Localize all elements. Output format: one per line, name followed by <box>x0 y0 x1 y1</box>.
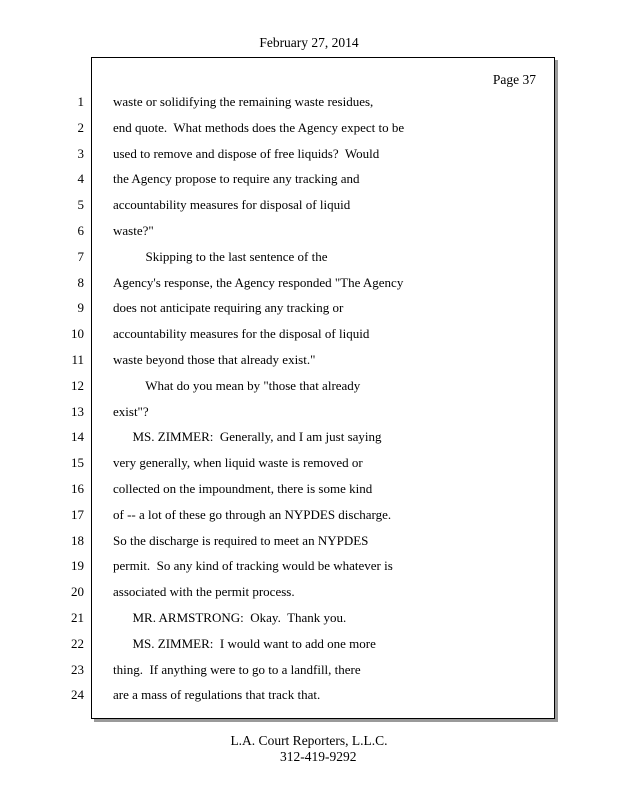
transcript-line: accountability measures for the disposal of liquid <box>113 326 370 342</box>
line-number: 10 <box>71 326 84 342</box>
line-number: 7 <box>77 248 84 264</box>
line-number: 20 <box>71 584 84 600</box>
transcript-line: associated with the permit process. <box>113 584 295 600</box>
line-number: 17 <box>71 506 84 522</box>
transcript-line: waste beyond those that already exist." <box>113 351 316 367</box>
transcript-line: thing. If anything were to go to a landfill, there <box>113 661 361 677</box>
transcript-line: MS. ZIMMER: Generally, and I am just saying <box>113 429 382 445</box>
transcript-line: What do you mean by "those that already <box>113 377 361 393</box>
transcript-line: Agency's response, the Agency responded "The Agency <box>113 274 404 290</box>
transcript-line: end quote. What methods does the Agency expect to be <box>113 119 405 135</box>
transcript-line: does not anticipate requiring any tracking or <box>113 300 344 316</box>
page-number: Page 37 <box>492 72 536 87</box>
transcript-line: waste?" <box>113 222 154 238</box>
transcript-line: Skipping to the last sentence of the <box>113 248 328 264</box>
transcript-line: exist"? <box>113 403 149 419</box>
line-number: 3 <box>77 145 84 161</box>
transcript-line: collected on the impoundment, there is some kind <box>113 480 373 496</box>
transcript-line: are a mass of regulations that track that. <box>113 687 321 703</box>
header-date: February 27, 2014 <box>259 35 359 50</box>
footer-phone: 312-419-9292 <box>280 749 357 764</box>
transcript-line: accountability measures for disposal of liquid <box>113 197 351 213</box>
transcript-line: waste or solidifying the remaining waste residues, <box>113 94 374 109</box>
line-number: 19 <box>71 558 84 574</box>
line-number: 13 <box>71 403 84 419</box>
line-number: 9 <box>77 300 84 316</box>
line-number: 1 <box>77 94 84 109</box>
line-number: 23 <box>71 661 84 677</box>
line-number: 21 <box>71 609 84 625</box>
transcript-line: of -- a lot of these go through an NYPDES discharge. <box>113 506 392 522</box>
line-number: 24 <box>71 687 84 703</box>
line-number: 16 <box>71 480 84 496</box>
line-number: 2 <box>77 119 84 135</box>
line-number-column <box>0 91 84 710</box>
transcript-line: used to remove and dispose of free liquids? Would <box>113 145 380 161</box>
transcript-line: permit. So any kind of tracking would be whatever is <box>113 558 393 574</box>
line-number: 5 <box>77 197 84 213</box>
line-number: 6 <box>77 222 84 238</box>
line-number: 15 <box>71 455 84 471</box>
transcript-line: very generally, when liquid waste is removed or <box>113 455 363 471</box>
line-number: 4 <box>77 171 84 187</box>
line-number: 12 <box>71 377 84 393</box>
line-number: 18 <box>71 532 84 548</box>
transcript-line: MR. ARMSTRONG: Okay. Thank you. <box>113 609 347 625</box>
line-number: 14 <box>71 429 84 445</box>
transcript-line: MS. ZIMMER: I would want to add one more <box>113 635 376 651</box>
transcript-line: the Agency propose to require any tracking and <box>113 171 360 187</box>
transcript-text <box>113 91 553 710</box>
line-number: 11 <box>71 351 84 367</box>
line-number: 8 <box>77 274 84 290</box>
line-number: 22 <box>71 635 84 651</box>
footer-company: L.A. Court Reporters, L.L.C. <box>230 733 388 748</box>
transcript-line: So the discharge is required to meet an NYPDES <box>113 532 369 548</box>
